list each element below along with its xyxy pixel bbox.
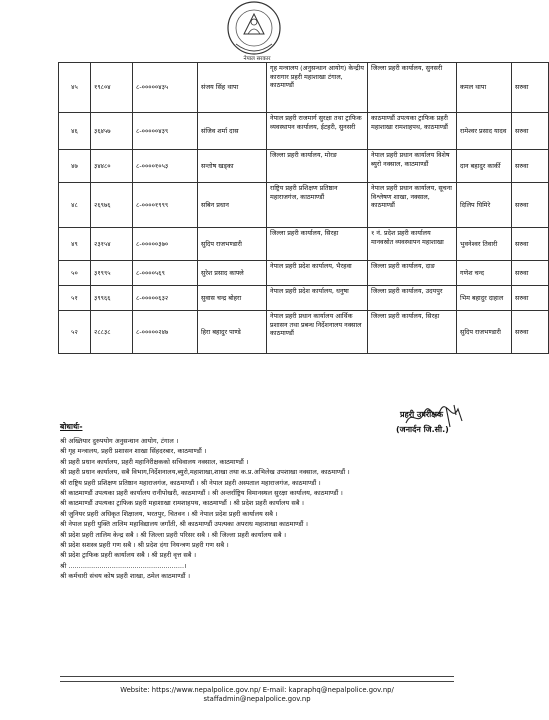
current-office-cell: जिल्ला प्रहरी कार्यालय, सिरहा [267,228,368,261]
new-office-cell: १ नं. प्रदेश प्रहरी कार्यालय मानवस्रोत व्यवस्थापन महाशाखा [368,228,457,261]
recipient-line: श्री प्रदेश प्रहरी तालिम केन्द्र सबै । श्री जिल्ला प्रहरी परिसर सबै । श्री जिल्ला प्रहरी कार्यालय सबै । [60,530,287,539]
code-number-cell: ८-०००००४३५ [133,63,198,113]
recipient-line: श्री ........................................................। [60,561,187,570]
table-row [59,63,549,113]
recipient-line: श्री कर्मचारी संचय कोष प्रहरी शाखा, ठमेल काठमाण्डौं । [60,572,191,581]
id-number-cell: २६९७६ [91,183,133,228]
table-row [59,261,549,286]
current-office-cell: नेपाल प्रहरी प्रदेश कार्यालय, धनुषा [267,286,368,311]
remarks-cell: सरुवा [512,150,549,183]
serial-number-cell: ५१ [59,286,91,311]
name-cell: सुरेश प्रसाद काफ्ले [198,261,267,286]
remarks-cell: सरुवा [512,311,549,354]
id-number-cell: १९८०४ [91,63,133,113]
serial-number-cell: ४५ [59,63,91,113]
id-number-cell: ३६४५७ [91,113,133,150]
recipient-line: श्री नेपाल प्रहरी युक्ति तालिम महाविद्यालय जगाँती, श्री काठमाण्डौं उपत्यका अपराध महाशाखा काठमाण्डौं । [60,520,308,529]
table-row [59,311,549,354]
replacement-cell: रामेश्वर प्रसाद यादव [457,113,512,150]
new-office-cell: जिल्ला प्रहरी कार्यालय, उदयपुर [368,286,457,311]
serial-number-cell: ५० [59,261,91,286]
footer-website-line: Website: https://www.nepalpolice.gov.np/ E-mail: kapraphq@nepalpolice.gov.np/ [120,686,394,694]
code-number-cell: ८-००००१९९९ [133,183,198,228]
replacement-cell: दिलिप घिमिरे [457,183,512,228]
recipient-line: श्री राष्ट्रिय प्रहरी प्रशिक्षण प्रतिष्ठान महाराजगंज, काठमाण्डौं । श्री नेपाल प्रहरी अस्पताल महाराजगंज, काठमाण्डौं । [60,478,321,487]
footer-divider-bottom [60,681,454,682]
code-number-cell: ८-०००००२४७ [133,311,198,354]
recipient-line: श्री गृह मन्त्रालय, प्रहरी प्रशासन शाखा सिंहदरबार, काठमाण्डौं । [60,447,207,456]
new-office-cell: काठमाण्डौं उपत्यका ट्राफिक प्रहरी महाशाखा रामशाहपथ, काठमाण्डौं [368,113,457,150]
new-office-cell: नेपाल प्रहरी प्रधान कार्यालय विशेष ब्युरो नक्साल, काठमाण्डौं [368,150,457,183]
transfer-table [58,62,549,354]
recipient-line: श्री प्रहरी प्रधान कार्यालय, सबै विभाग,निर्देशनालय,ब्युरो,महाशाखा,शाखा तथा क.प्र.अभिलेख उपशाखा नक्साल, काठमाण्डौं । [60,468,350,477]
current-office-cell: राष्ट्रिय प्रहरी प्रशिक्षण प्रतिष्ठान महाराजगंज, काठमाण्डौं [267,183,368,228]
serial-number-cell: ४६ [59,113,91,150]
bodhartha-heading: बोधार्थः- [60,422,83,431]
code-number-cell: ८-००००५६९ [133,261,198,286]
name-cell: संजिव शर्मा दास [198,113,267,150]
signatory-title: प्रहरी उपरीक्षक [400,410,444,419]
name-cell: संजय सिंह थापा [198,63,267,113]
serial-number-cell: ५२ [59,311,91,354]
current-office-cell: गृह मन्त्रालय (अनुसन्धान आयोग) केन्द्रीय कारागार प्रहरी महाशाखा टंगाल, काठमाण्डौं [267,63,368,113]
table-row [59,286,549,311]
replacement-cell: गणेश चन्द [457,261,512,286]
id-number-cell: ३४४८० [91,150,133,183]
new-office-cell: जिल्ला प्रहरी कार्यालय, दाङ [368,261,457,286]
signatory-name: (जनार्दन जि.सी.) [396,425,449,434]
serial-number-cell: ४९ [59,228,91,261]
current-office-cell: जिल्ला प्रहरी कार्यालय, मोरङ [267,150,368,183]
recipient-line: श्री काठमाण्डौं उपत्यका ट्राफिक प्रहरी महाशाखा रामशाहपथ, काठमाण्डौं । श्री प्रदेश प्रहरी कार्यालय सबै । [60,499,304,508]
remarks-cell: सरुवा [512,228,549,261]
name-cell: हिरा बहादुर पाण्डे [198,311,267,354]
remarks-cell: सरुवा [512,261,549,286]
id-number-cell: ३९९६६ [91,286,133,311]
code-number-cell: ८-०००००३७० [133,228,198,261]
name-cell: सुवास चन्द्र बोहरा [198,286,267,311]
table-row [59,183,549,228]
code-number-cell: ८-००००१०५३ [133,150,198,183]
code-number-cell: ८-०००००४३९ [133,113,198,150]
id-number-cell: ३१९९५ [91,261,133,286]
remarks-cell: सरुवा [512,113,549,150]
name-cell: सन्तोष खड्का [198,150,267,183]
seal-caption: नेपाल सरकार [243,56,271,62]
recipient-line: श्री प्रदेश ट्राफिक प्रहरी कार्यालय सबै । श्री प्रहरी वृत्त सबै । [60,551,197,560]
recipient-line: श्री जुनियर प्रहरी अधिकृत शिक्षालय, भरतपुर, चितवन । श्री नेपाल प्रदेश प्रहरी कार्यालय सबै । [60,509,278,518]
recipient-line: श्री काठमाण्डौं उपत्यका प्रहरी कार्यालय रानीपोखरी, काठमाण्डौं । श्री अन्तर्राष्ट्रिय विमानस्थल सुरक्षा कार्यालय, काठमाण्डौं । [60,489,343,498]
footer-email-line: staffadmin@nepalpolice.gov.np [203,695,311,703]
id-number-cell: २३१५४ [91,228,133,261]
remarks-cell: सरुवा [512,286,549,311]
name-cell: सुदिप राजभण्डारी [198,228,267,261]
nepal-police-emblem-icon [222,0,286,62]
remarks-cell: सरुवा [512,183,549,228]
footer-contact [60,686,454,704]
code-number-cell: ८-०००००६३२ [133,286,198,311]
new-office-cell: नेपाल प्रहरी प्रधान कार्यालय, सूचना विश्लेषण शाखा, नक्साल, काठमाण्डौं [368,183,457,228]
serial-number-cell: ४८ [59,183,91,228]
current-office-cell: नेपाल प्रहरी राजमार्ग सुरक्षा तथा ट्राफिक व्यवस्थापन कार्यालय, ईटहरी, सुनसरी [267,113,368,150]
recipient-line: श्री प्रदेश सशस्त्र प्रहरी गण सबै । श्री प्रदेश दंगा नियन्त्रण प्रहरी गण सबै । [60,541,229,550]
new-office-cell: जिल्ला प्रहरी कार्यालय, सुनसरी [368,63,457,113]
recipient-line: श्री अख्तियार दुरुपयोग अनुसन्धान आयोग, टंगाल । [60,437,179,445]
serial-number-cell: ४७ [59,150,91,183]
name-cell: सबिन प्रधान [198,183,267,228]
id-number-cell: २८८३८ [91,311,133,354]
replacement-cell: भुवनेश्वर तिवारी [457,228,512,261]
table-row [59,150,549,183]
replacement-cell: कमल थापा [457,63,512,113]
replacement-cell: सुदिप राजभण्डारी [457,311,512,354]
table-row [59,113,549,150]
new-office-cell: जिल्ला प्रहरी कार्यालय, सिरहा [368,311,457,354]
current-office-cell: नेपाल प्रहरी प्रधान कार्यालय आर्थिक प्रशासन तथा प्रबन्ध निर्देशनालय नक्साल काठमाण्डौं [267,311,368,354]
current-office-cell: नेपाल प्रहरी प्रदेश कार्यालय, भैरहवा [267,261,368,286]
recipient-line: श्री प्रहरी प्रधान कार्यालय, प्रहरी महानिरीक्षकको सचिवालय नक्साल, काठमाण्डौं । [60,457,249,466]
recipients-list [60,436,500,582]
footer-divider-top [60,676,454,677]
replacement-cell: भिम बहादुर दाहाल [457,286,512,311]
table-row [59,228,549,261]
remarks-cell: सरुवा [512,63,549,113]
replacement-cell: दान बहादुर कार्की [457,150,512,183]
